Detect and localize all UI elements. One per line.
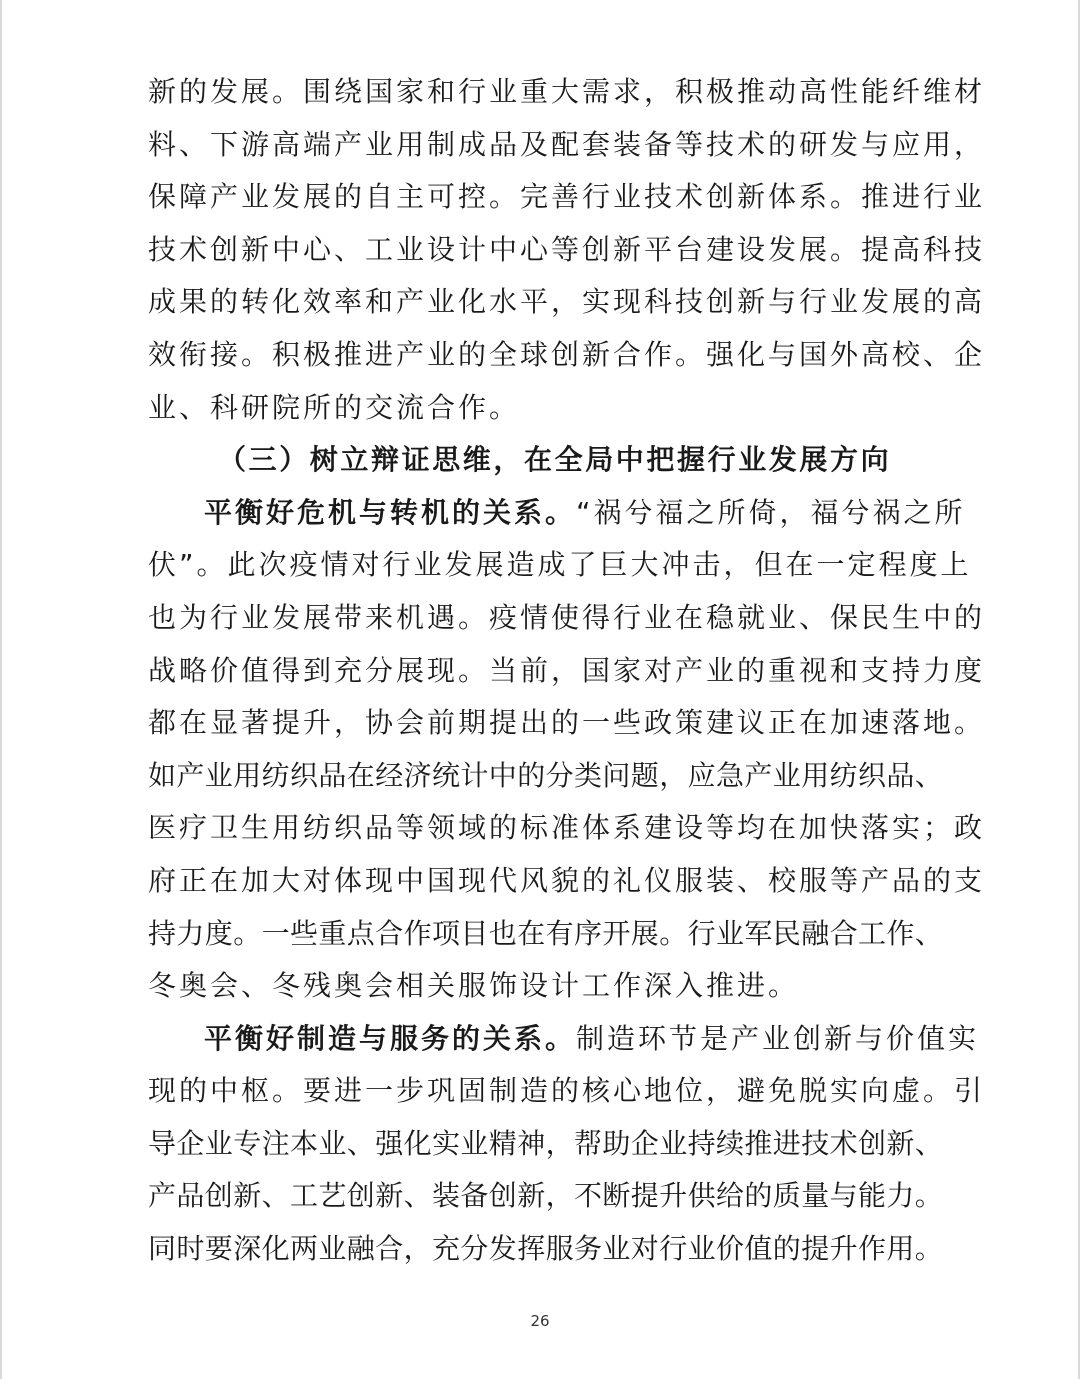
text-line: 如产业用纺织品在经济统计中的分类问题，应急产业用纺织品、: [148, 758, 944, 792]
text-line: 同时要深化两业融合，充分发挥服务业对行业价值的提升作用。: [148, 1232, 944, 1266]
paragraph-lead-bold: 平衡好危机与转机的关系。: [204, 495, 577, 529]
text-line: 都在显著提升，协会前期提出的一些政策建议正在加速落地。: [148, 706, 986, 740]
paragraph-lead-text: 制造环节是产业创新与价值实: [576, 1021, 980, 1055]
text-line: 导企业专注本业、强化实业精神，帮助企业持续推进技术创新、: [148, 1126, 944, 1160]
text-line: 持力度。一些重点合作项目也在有序开展。行业军民融合工作、: [148, 916, 944, 950]
paragraph-lead-bold: 平衡好制造与服务的关系。: [204, 1021, 577, 1055]
paragraph-lead-text: “祸兮福之所倚，福兮祸之所: [576, 495, 966, 529]
text-line: 产品创新、工艺创新、装备创新，不断提升供给的质量与能力。: [148, 1179, 944, 1213]
text-line: 伏”。此次疫情对行业发展造成了巨大冲击，但在一定程度上: [148, 548, 972, 582]
text-line: 料、下游高端产业用制成品及配套装备等技术的研发与应用，: [148, 127, 986, 161]
page-number: 26: [530, 1312, 550, 1330]
paragraph-crisis-opportunity: [148, 487, 986, 1013]
text-line: 业、科研院所的交流合作。: [148, 390, 521, 424]
text-line: 医疗卫生用纺织品等领域的标准体系建设等均在加快落实；政: [148, 811, 986, 845]
text-line: 战略价值得到充分展现。当前，国家对产业的重视和支持力度: [148, 653, 986, 687]
text-line: 府正在加大对体现中国现代风貌的礼仪服装、校服等产品的支: [148, 863, 986, 897]
text-line: 技术创新中心、工业设计中心等创新平台建设发展。提高科技: [148, 232, 986, 266]
text-line: 保障产业发展的自主可控。完善行业技术创新体系。推进行业: [148, 180, 986, 214]
page-edge-left: [0, 0, 2, 1379]
section-heading: （三）树立辩证思维，在全局中把握行业发展方向: [218, 443, 892, 477]
text-line: 新的发展。围绕国家和行业重大需求，积极推动高性能纤维材: [148, 75, 986, 108]
text-line: [148, 1013, 980, 1066]
text-line: 效衔接。积极推进产业的全球创新合作。强化与国外高校、企: [148, 337, 986, 371]
text-line: 现的中枢。要进一步巩固制造的核心地位，避免脱实向虚。引: [148, 1074, 986, 1108]
text-line: 冬奥会、冬残奥会相关服饰设计工作深入推进。: [148, 969, 800, 1003]
text-line: [148, 487, 966, 540]
paragraph-manufacturing-service: [148, 1013, 986, 1276]
text-line: 成果的转化效率和产业化水平，实现科技创新与行业发展的高: [148, 285, 986, 319]
paragraph-innovation: [148, 66, 986, 434]
document-body: [148, 66, 986, 1276]
text-line: 也为行业发展带来机遇。疫情使得行业在稳就业、保民生中的: [148, 600, 986, 634]
